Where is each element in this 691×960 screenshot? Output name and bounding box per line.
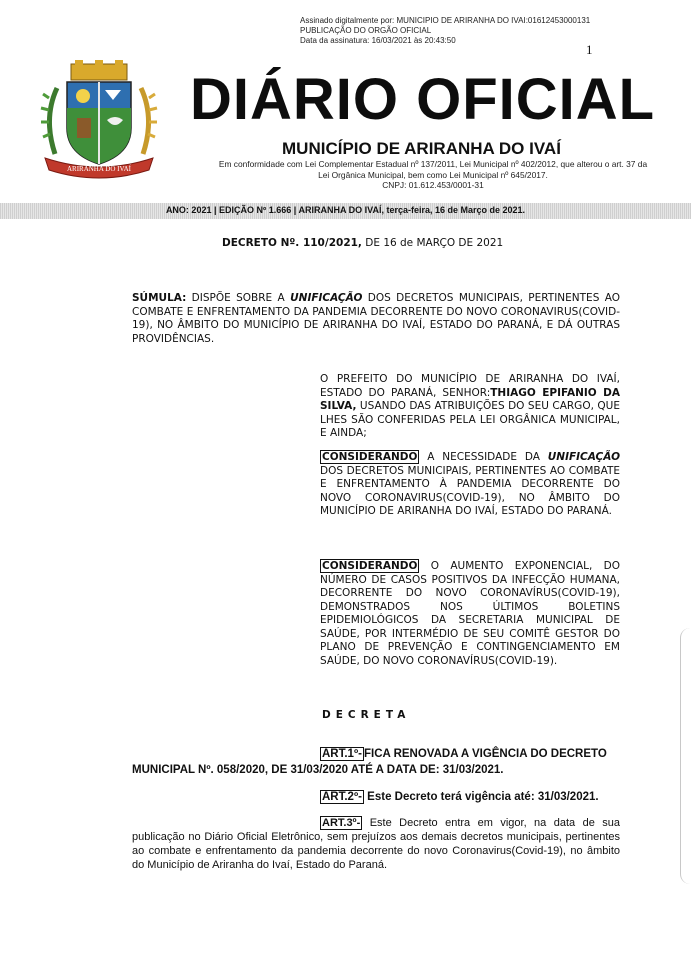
- considerando-label-1: CONSIDERANDO: [322, 451, 418, 463]
- digital-signature-block: [300, 16, 590, 46]
- preamble-text-pre: O PREFEITO DO MUNICÍPIO DE ARIRANHA DO IVAÍ, ESTADO DO PARANÁ, SENHOR:: [320, 373, 620, 399]
- article-2-text: Este Decreto terá vigência até: 31/03/2021.: [363, 791, 599, 803]
- preamble-text-post: USANDO DAS ATRIBUIÇÕES DO SEU CARGO, QUE LHES SÃO CONFERIDAS PELA LEI ORGÂNICA MUNICIPAL, E AINDA;: [320, 400, 620, 439]
- signature-publication: PUBLICAÇÃO DO ORGÃO OFICIAL: [300, 26, 432, 35]
- cnpj: CNPJ: 01.612.453/0001-31: [382, 180, 484, 191]
- municipality-name: MUNICÍPIO DE ARIRANHA DO IVAÍ: [282, 139, 561, 158]
- sumula-emphasis: UNIFICAÇÃO: [290, 292, 363, 304]
- signature-date: Data da assinatura: 16/03/2021 às 20:43:50: [300, 36, 456, 45]
- decree-number: DECRETO Nº. 110/2021,: [222, 237, 362, 249]
- article-3-label: ART.3º-: [322, 817, 361, 829]
- municipal-crest-icon: [35, 58, 163, 186]
- considerando-paragraph-2: [320, 560, 620, 668]
- considerando-1-post: DOS DECRETOS MUNICIPAIS, PERTINENTES AO COMBATE E ENFRENTAMENTO À PANDEMIA DECORRENTE DO NOVO CORONAVIRUS(COVID-19), NO ÂMBITO DO MUNICÍPIO DE ARIRANHA DO IVAÍ, ESTADO DO PARANÁ.: [320, 464, 620, 517]
- edition-info: ANO: 2021 | EDIÇÃO Nº 1.666 | ARIRANHA DO IVAÍ, terça-feira, 16 de Março de 2021.: [165, 205, 526, 215]
- signature-signer: Assinado digitalmente por: MUNICIPIO DE ARIRANHA DO IVAI:01612453000131: [300, 16, 591, 25]
- sumula-label: SÚMULA:: [132, 292, 187, 304]
- considerando-label-2: CONSIDERANDO: [322, 560, 418, 572]
- crest-banner-text: ARIRANHA DO IVAÍ: [66, 165, 132, 173]
- legal-line-1: Em conformidade com Lei Complementar Estadual nº 137/2011, Lei Municipal nº 402/2012, que alterou o art. 37 da: [218, 159, 648, 169]
- page-curl-edge: [680, 628, 691, 884]
- page-number: 1: [586, 42, 593, 57]
- article-2-label: ART.2º-: [322, 791, 362, 803]
- considerando-2-text: O AUMENTO EXPONENCIAL, DO NÚMERO DE CASOS POSITIVOS DA INFECÇÃO HUMANA, DECORRENTE DO NOVO CORONAVÍRUS(COVID-19), DEMONSTRADOS NOS ÚLTIMOS BOLETINS EPIDEMIOLÓGICOS DA SECRETARIA MUNICIPAL DE SAÚDE, POR INTERMÉDIO DE SEU COMITÊ GESTOR DO PLANO DE PREVENÇÃO E CONTINGENCIAMENTO EM SAÚDE, DO NOVO CORONAVÍRUS(COVID-19).: [320, 560, 620, 667]
- article-1-label: ART.1º-: [322, 748, 362, 760]
- decree-heading: [222, 237, 503, 249]
- decreta-heading: DECRETA: [322, 709, 411, 721]
- considerando-1-emphasis: UNIFICAÇÃO: [547, 451, 620, 463]
- legal-notice: [190, 159, 676, 191]
- mayor-name: THIAGO EPIFANIO DA SILVA,: [320, 386, 621, 412]
- article-2: [320, 789, 599, 805]
- sumula-paragraph: [132, 292, 620, 346]
- newspaper-title: DIÁRIO OFICIAL: [190, 67, 656, 132]
- sumula-text-post: DOS DECRETOS MUNICIPAIS, PERTINENTES AO COMBATE E ENFRENTAMENTO DA PANDEMIA DECORRENTE DO NOVO CORONAVIRUS(COVID-19), NO ÂMBITO DO MUNICÍPIO DE ARIRANHA DO IVAÍ, ESTADO DO PARANÁ, E DÁ OUTRAS PROVIDÊNCIAS.: [132, 292, 620, 345]
- article-1: [132, 746, 620, 778]
- considerando-1-pre: A NECESSIDADE DA: [419, 451, 548, 463]
- article-1-text: FICA RENOVADA A VIGÊNCIA DO DECRETO MUNICIPAL Nº. 058/2020, DE 31/03/2020 ATÉ A DATA DE: 31/03/2021.: [132, 748, 607, 776]
- legal-line-2: Lei Orgânica Municipal, bem como Lei Municipal nº 645/2017.: [318, 169, 548, 180]
- decree-date: DE 16 de MARÇO DE 2021: [361, 237, 504, 249]
- preamble-paragraph: [320, 373, 620, 441]
- considerando-paragraph-1: [320, 451, 620, 519]
- article-3-text: Este Decreto entra em vigor, na data de sua publicação no Diário Oficial Eletrônico, sem prejuízos aos demais decretos municipais, pertinentes ao combate e enfrentamento da pandemia decorrente do novo Coronavirus(Covid-19), no âmbito do Município de Ariranha do Ivaí, Estado do Paraná.: [132, 817, 620, 871]
- article-3: [132, 816, 620, 872]
- sumula-text-pre: DISPÕE SOBRE A: [186, 292, 291, 304]
